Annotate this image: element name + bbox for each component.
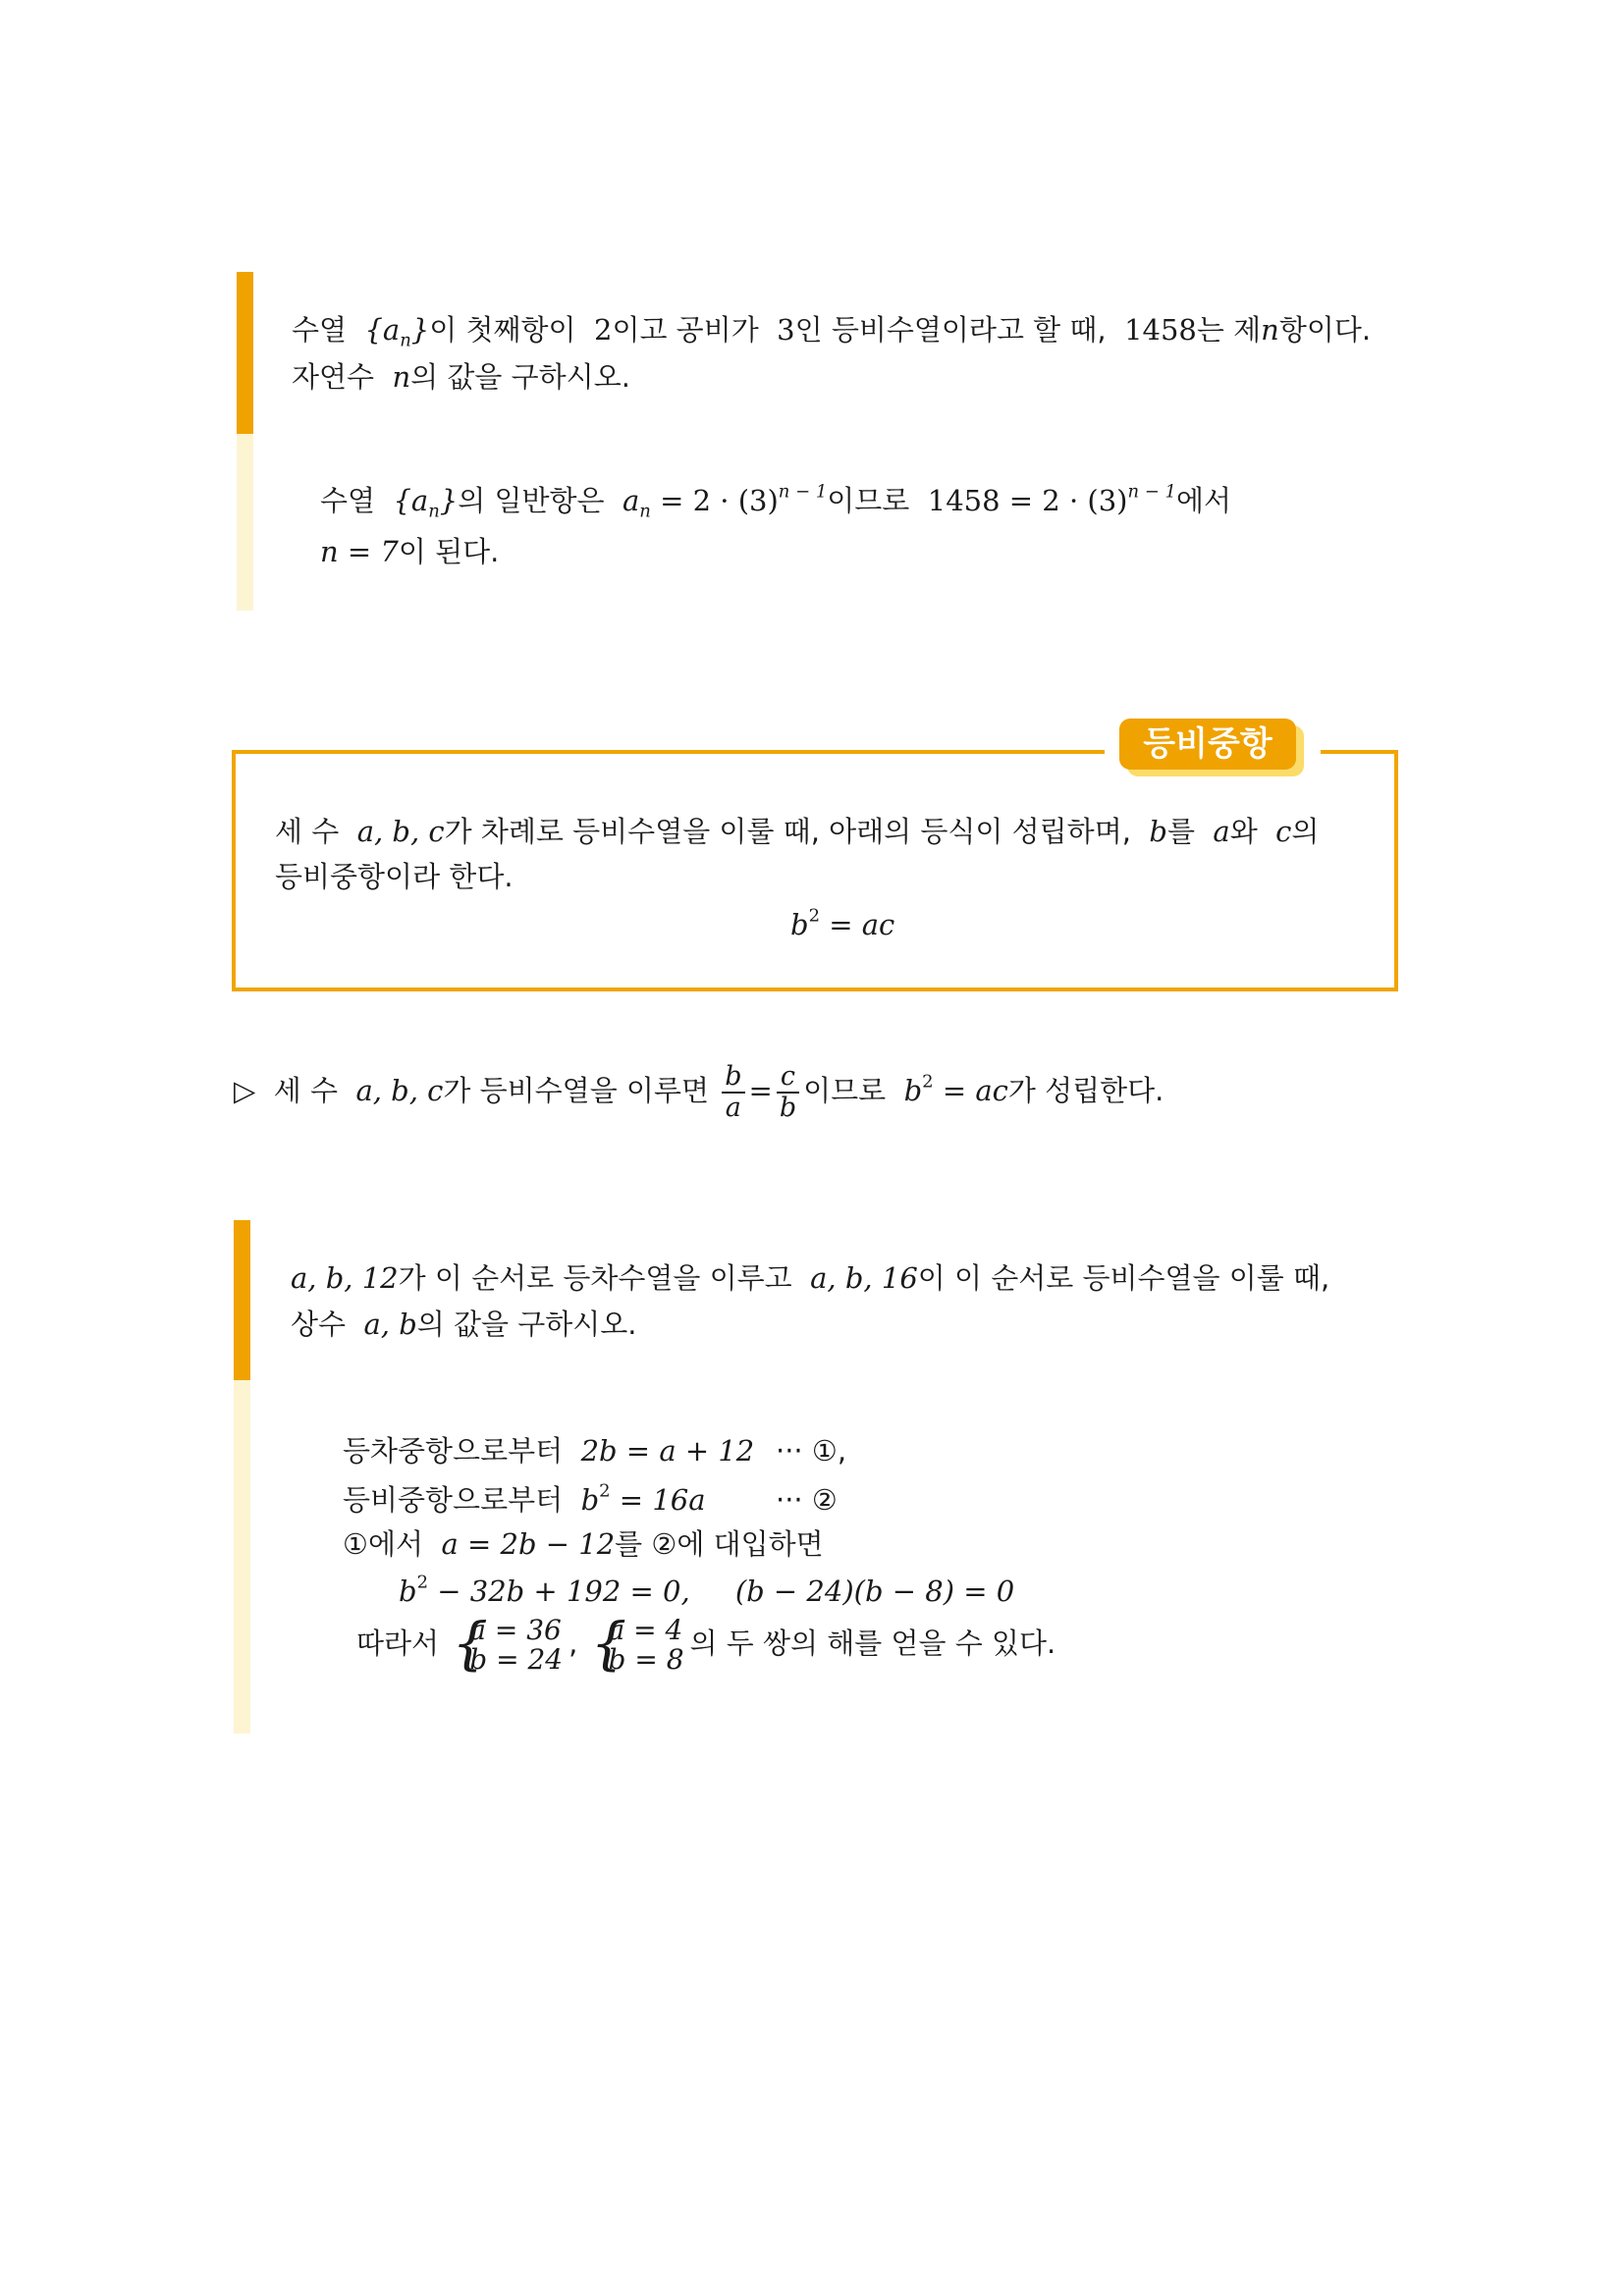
definition-formula: $b^2$ = ac [790, 905, 895, 941]
solution1-line2: n = 7이 된다. [320, 535, 500, 568]
system-of-equations-2: { a = 4 b = 8 [590, 1610, 684, 1677]
solution2-line1-ref: ··· ①, [776, 1434, 847, 1468]
problem1-solution-bar [237, 434, 253, 611]
note-marker: ▷ [234, 1074, 256, 1107]
system-of-equations-1: { a = 36 b = 24 [452, 1610, 564, 1677]
problem1-accent-bar [237, 272, 253, 434]
problem2-line2: 상수 a, b의 값을 구하시오. [291, 1308, 637, 1341]
solution2-line1: 등차중항으로부터 2b = a + 12 [343, 1434, 755, 1468]
definition-label: 등비중항 [1119, 719, 1296, 770]
problem2-accent-bar [234, 1220, 250, 1380]
solution1-line1: 수열 $\{a_n\}$의 일반항은 $a_n = 2 \cdot (3)^{n - 1}$이므로 $1458 = 2 \cdot (3)^{n - 1}$에서 [320, 481, 1231, 522]
solution2-line2-ref: ··· ② [776, 1483, 838, 1517]
solution2-line3: ①에서 a = 2b − 12를 ②에 대입하면 [343, 1527, 824, 1561]
solution2-line5: 따라서 { a = 36 b = 24 , { a = 4 b = 8 의 두 쌍의 해를 얻을 수 있다. [356, 1610, 1056, 1677]
fraction-c-over-b: $\frac{c}{b}$ [777, 1062, 799, 1123]
fraction-b-over-a: $\frac{b}{a}$ [722, 1062, 744, 1123]
solution2-line2: 등비중항으로부터 $b^2 = 16a$ [343, 1480, 706, 1517]
problem1-line2: 자연수 n의 값을 구하시오. [292, 360, 630, 394]
problem1-line1: 수열 $\{a_n\}$이 첫째항이 2이고 공비가 3인 등비수열이라고 할 때, 1458는 제n항이다. [292, 313, 1372, 351]
note-line: ▷ 세 수 a, b, c가 등비수열을 이루면 $\frac{b}{a}$ = $\frac{c}{b}$ 이므로 $b^2$ = ac가 성립한다. [234, 1061, 1164, 1123]
solution2-line4: $b^2 - 32b + 192 = 0$, (b − 24)(b − 8) = 0 [399, 1572, 1015, 1608]
problem2-line1: a, b, 12가 이 순서로 등차수열을 이루고 a, b, 16이 이 순서로 등비수열을 이룰 때, [291, 1261, 1330, 1295]
problem2-solution-bar [234, 1380, 250, 1734]
definition-line1: 세 수 a, b, c가 차례로 등비수열을 이룰 때, 아래의 등식이 성립하며, b를 a와 c의 [275, 815, 1320, 848]
definition-line2: 등비중항이라 한다. [275, 860, 514, 893]
